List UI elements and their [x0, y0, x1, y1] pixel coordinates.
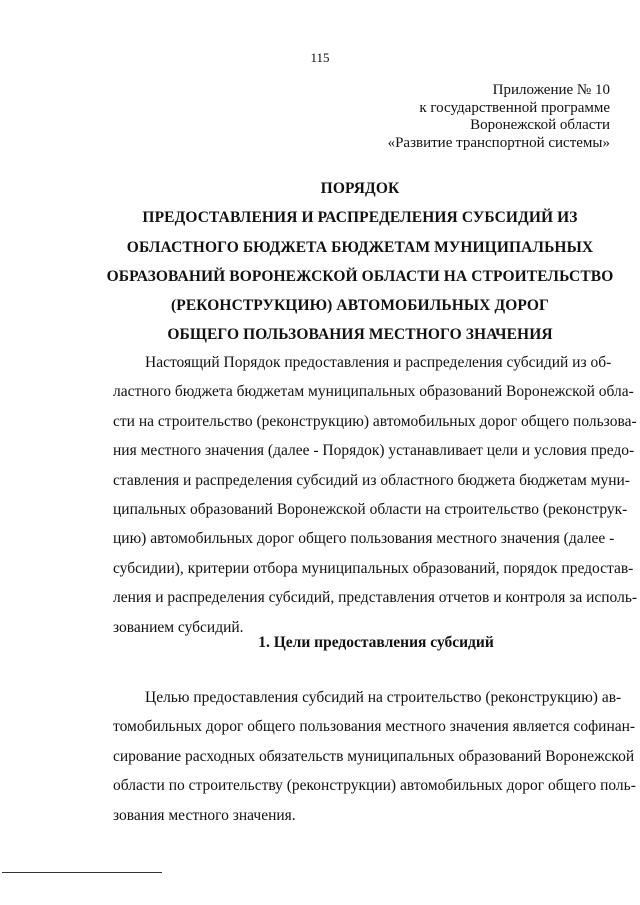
paragraph-line: ления и распределения субсидий, представления отчетов и контроля за исполь-	[113, 589, 638, 607]
paragraph-line: сирование расходных обязательств муниципальных образований Воронежской	[113, 747, 635, 765]
paragraph-line: Целью предоставления субсидий на строительство (реконструкцию) ав-	[145, 689, 622, 706]
paragraph-line: томобильных дорог общего пользования местного значения является софинан-	[113, 718, 636, 736]
title-line: ОБЩЕГО ПОЛЬЗОВАНИЯ МЕСТНОГО ЗНАЧЕНИЯ	[167, 326, 553, 344]
appendix-reference	[388, 82, 610, 152]
page-number: 115	[310, 50, 330, 65]
paragraph-line: цию) автомобильных дорог общего пользования местного значения (далее -	[113, 530, 615, 548]
section-paragraph	[113, 683, 636, 830]
appendix-line: «Развитие транспортной системы»	[387, 134, 610, 151]
footnote-divider	[2, 872, 162, 873]
paragraph-line: зованием субсидий.	[113, 618, 244, 636]
title-line: ПОРЯДОК	[320, 180, 400, 197]
paragraph-line: субсидии), критерии отбора муниципальных образований, порядок предостав-	[113, 559, 634, 577]
paragraph-line: области по строительству (реконструкции) автомобильных дорог общего поль-	[113, 777, 636, 795]
intro-paragraph	[113, 348, 638, 642]
paragraph-line: ставления и распределения субсидий из областного бюджета бюджетам муни-	[113, 471, 630, 489]
title-line: ОБЛАСТНОГО БЮДЖЕТА БЮДЖЕТАМ МУНИЦИПАЛЬНЫХ	[126, 238, 594, 256]
appendix-line: Приложение № 10	[492, 82, 610, 98]
appendix-line: к государственной программе	[419, 99, 610, 116]
title-line: ПРЕДОСТАВЛЕНИЯ И РАСПРЕДЕЛЕНИЯ СУБСИДИЙ ИЗ	[142, 209, 578, 227]
appendix-line: Воронежской области	[470, 117, 610, 133]
paragraph-line: ния местного значения (далее - Порядок) устанавливает цели и условия предо-	[113, 442, 635, 460]
paragraph-line: зования местного значения.	[113, 806, 296, 824]
paragraph-line: ципальных образований Воронежской области на строительство (реконструк-	[113, 501, 628, 519]
title-line: ОБРАЗОВАНИЙ ВОРОНЕЖСКОЙ ОБЛАСТИ НА СТРОИТЕЛЬСТВО	[106, 267, 614, 285]
section-heading: 1. Цели предоставления субсидий	[258, 634, 494, 651]
paragraph-line: ластного бюджета бюджетам муниципальных образований Воронежской обла-	[113, 383, 634, 401]
document-title	[0, 174, 640, 350]
paragraph-line: Настоящий Порядок предоставления и распределения субсидий из об-	[145, 354, 612, 371]
paragraph-line: сти на строительство (реконструкцию) автомобильных дорог общего пользова-	[113, 412, 637, 430]
title-line: (РЕКОНСТРУКЦИЮ) АВТОМОБИЛЬНЫХ ДОРОГ	[171, 297, 549, 315]
